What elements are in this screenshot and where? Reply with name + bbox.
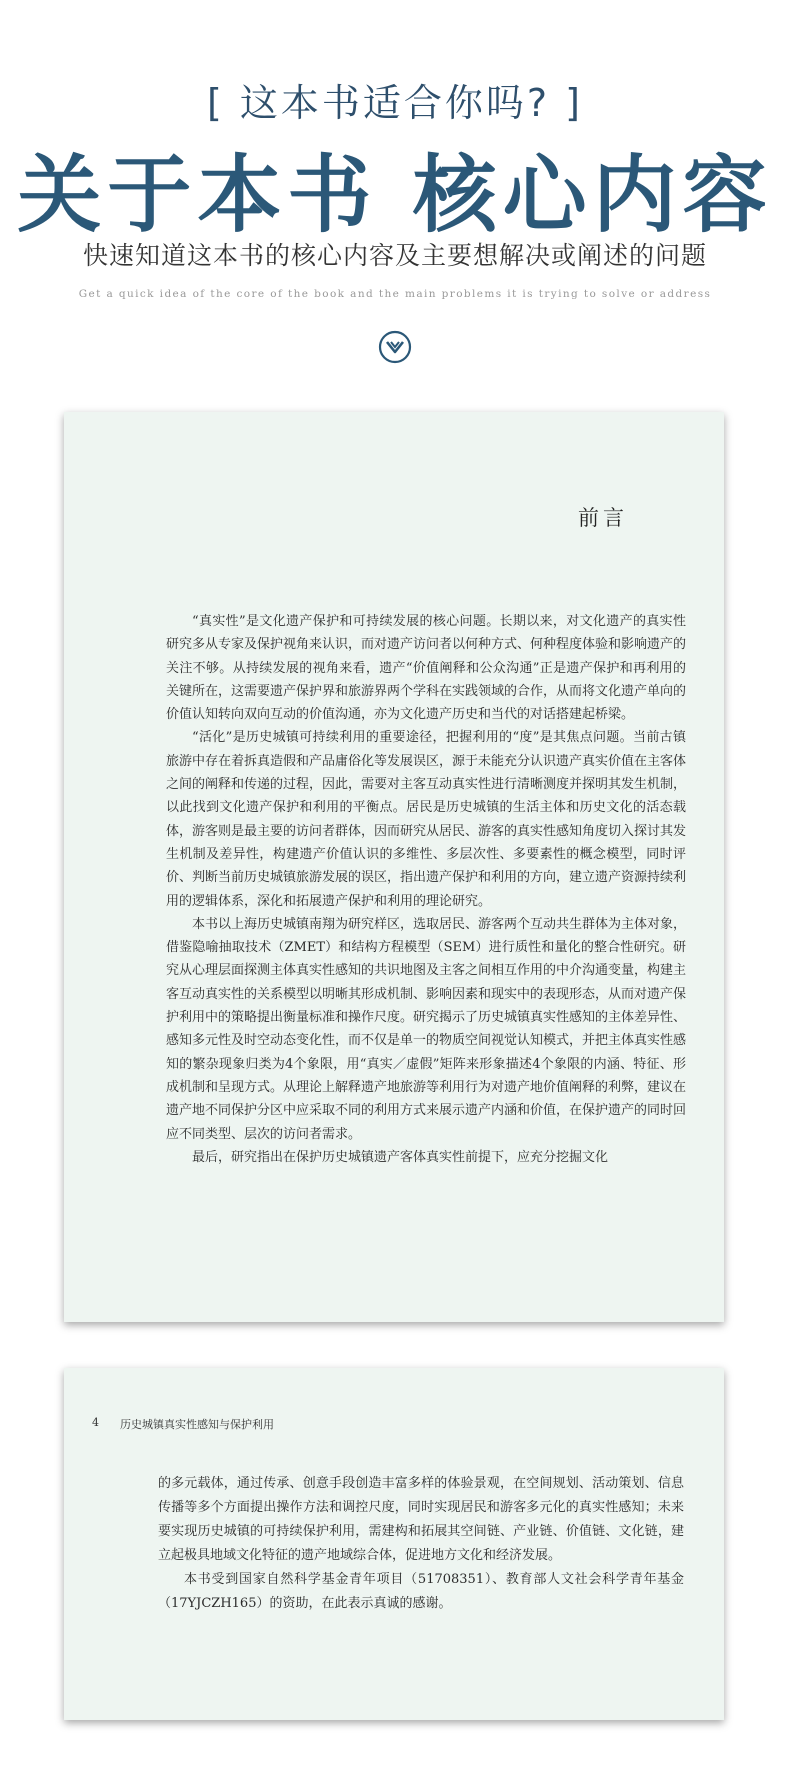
page2-body	[158, 1472, 684, 1616]
book-page-4	[64, 1368, 724, 1720]
preface-paragraph: “活化”是历史城镇可持续利用的重要途径，把握利用的“度”是其焦点问题。当前古镇旅游中存在着拆真造假和产品庸俗化等发展误区，源于未能充分认识遗产真实价值在主客体之间的阐释和传递的过程，因此，需要对主客互动真实性进行清晰测度并探明其发生机制，以此找到文化遗产保护和利用的平衡点。居民是历史城镇的生活主体和历史文化的活态载体，游客则是最主要的访问者群体，因而研究从居民、游客的真实性感知角度切入探讨其发生机制及差异性，构建遗产价值认识的多维性、多层次性、多要素性的概念模型，同时评价、判断当前历史城镇旅游发展的误区，指出遗产保护和利用的方向，建立遗产资源持续利用的逻辑体系，深化和拓展遗产保护和利用的理论研究。	[166, 730, 687, 909]
preface-paragraph: 本书以上海历史城镇南翔为研究样区，选取居民、游客两个互动共生群体为主体对象，借鉴隐喻抽取技术（ZMET）和结构方程模型（SEM）进行质性和量化的整合性研究。研究从心理层面探测主体真实性感知的共识地图及主客之间相互作用的中介沟通变量，构建主客互动真实性的关系模型以明晰其形成机制、影响因素和现实中的表现形态，从而对遗产保护利用中的策略提出衡量标准和操作尺度。研究揭示了历史城镇真实性感知的主体差异性、感知多元性及时空动态变化性，而不仅是单一的物质空间视觉认知模式，并把主体真实性感知的繁杂现象归类为4个象限，用“真实／虚假”矩阵来形象描述4个象限的内涵、特征、形成机制和呈现方式。从理论上解释遗产地旅游等利用行为对遗产地价值阐释的利弊，建议在遗产地不同保护分区中应采取不同的利用方式来展示遗产内涵和价值，在保护遗产的同时回应不同类型、层次的访问者需求。	[166, 916, 687, 1142]
page-title: 前言	[578, 506, 628, 530]
preface-body	[166, 610, 686, 1169]
page-number: 4	[92, 1416, 99, 1429]
preface-paragraph: 最后，研究指出在保护历史城镇遗产客体真实性前提下，应充分挖掘文化	[192, 1149, 609, 1165]
chevron-down-circle-icon	[378, 330, 412, 364]
header-subtitle: [ 这本书适合你吗? ]	[207, 81, 583, 125]
running-title: 历史城镇真实性感知与保护利用	[120, 1418, 274, 1431]
page2-paragraph: 本书受到国家自然科学基金青年项目（51708351）、教育部人文社会科学青年基金（17YJCZH165）的资助，在此表示真诚的感谢。	[158, 1572, 684, 1611]
preface-paragraph: “真实性”是文化遗产保护和可持续发展的核心问题。长期以来，对文化遗产的真实性研究多从专家及保护视角来认识，而对遗产访问者以何种方式、何种程度体验和影响遗产的关注不够。从持续发展的视角来看，遗产“价值阐释和公众沟通”正是遗产保护和再利用的关键所在，这需要遗产保护界和旅游界两个学科在实践领域的合作，从而将文化遗产单向的价值认知转向双向互动的价值沟通，亦为文化遗产历史和当代的对话搭建起桥梁。	[166, 614, 687, 723]
header-description: 快速知道这本书的核心内容及主要想解决或阐述的问题	[82, 241, 707, 270]
header-english: Get a quick idea of the core of the book and the main problems it is trying to solve or address	[78, 288, 712, 300]
header-title: 关于本书 核心内容	[17, 145, 773, 244]
book-page-preface	[64, 412, 724, 1322]
page2-paragraph: 的多元载体，通过传承、创意手段创造丰富多样的体验景观，在空间规划、活动策划、信息传播等多个方面提出操作方法和调控尺度，同时实现居民和游客多元化的真实性感知；未来要实现历史城镇的可持续保护利用，需建构和拓展其空间链、产业链、价值链、文化链，建立起极具地域文化特征的遗产地域综合体，促进地方文化和经济发展。	[158, 1476, 684, 1563]
